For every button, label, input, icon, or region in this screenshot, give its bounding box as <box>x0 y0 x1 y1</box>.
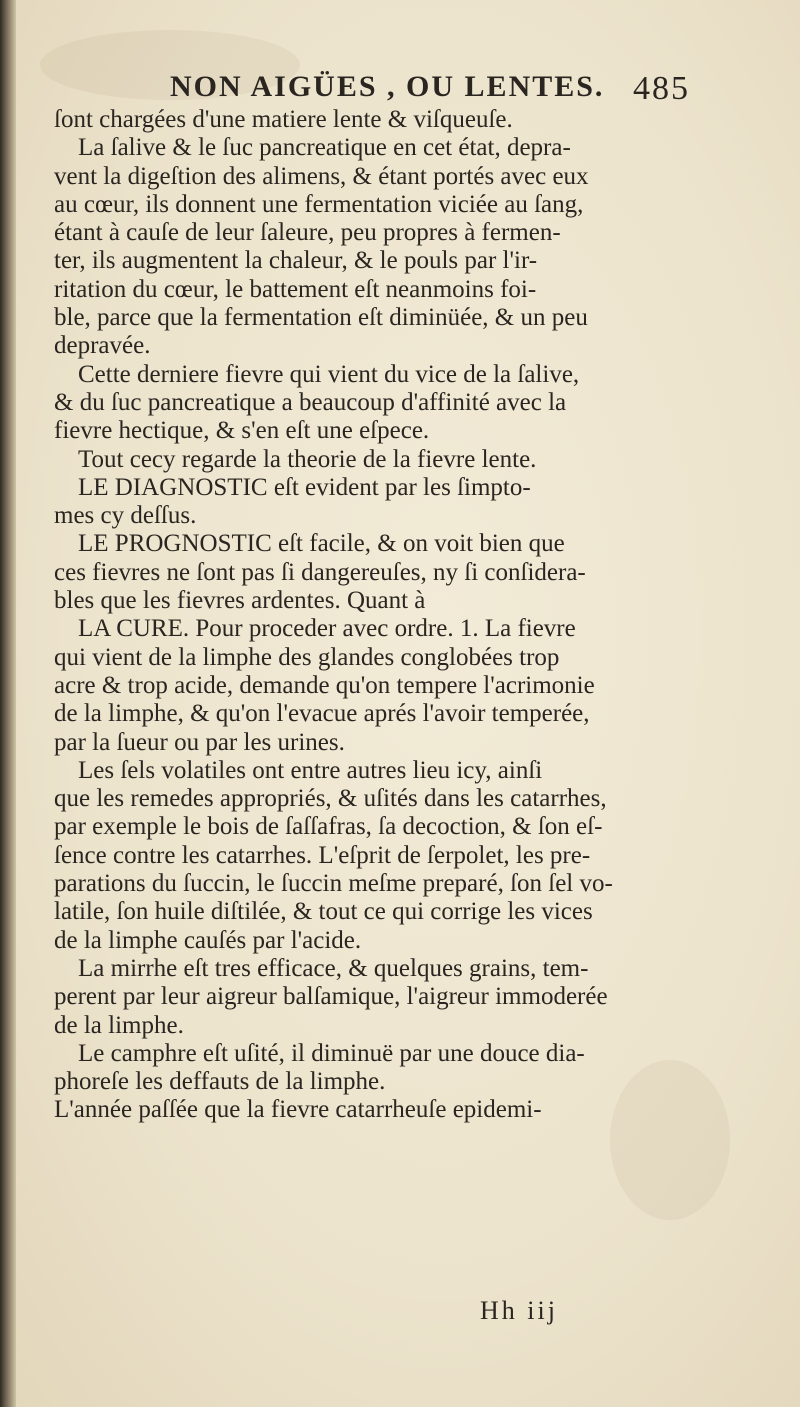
text-line: Les ſels volatiles ont entre autres lieu icy, ainſi <box>78 756 543 784</box>
text-line: ble, parce que la fermentation eſt diminüée, & un peu <box>54 304 588 332</box>
signature-mark: Hh iij <box>480 1296 558 1325</box>
text-line: au cœur, ils donnent une fermentation viciée au ſang, <box>54 190 584 218</box>
text-line: de la limphe cauſés par l'acide. <box>54 926 362 954</box>
text-line: Le camphre eſt uſité, il diminuë par une douce dia- <box>78 1039 585 1067</box>
text-line: de la limphe. <box>54 1011 184 1039</box>
text-line: vent la digeſtion des alimens, & étant portés avec eux <box>54 162 589 190</box>
text-line: Cette derniere fievre qui vient du vice de la ſalive, <box>78 360 580 388</box>
text-line: par la ſueur ou par les urines. <box>54 728 345 756</box>
body-text <box>54 106 704 1125</box>
text-line: ces fievres ne ſont pas ſi dangereuſes, ny ſi conſidera- <box>54 558 586 586</box>
text-line: latile, ſon huile diſtilée, & tout ce qui corrige les vices <box>54 898 593 926</box>
running-title: NON AIGÜES , OU LENTES. <box>170 70 605 103</box>
page-number: 485 <box>633 70 690 107</box>
text-line: ritation du cœur, le battement eſt neanmoins foi- <box>54 275 537 303</box>
text-line: La mirrhe eſt tres efficace, & quelques grains, tem- <box>78 954 589 982</box>
text-line: phoreſe les deffauts de la limphe. <box>54 1068 386 1096</box>
text-line: bles que les fievres ardentes. Quant à <box>54 587 426 615</box>
text-line: ſont chargées d'une matiere lente & viſqueuſe. <box>54 106 513 133</box>
text-line: mes cy deſſus. <box>54 502 197 530</box>
text-line: parations du ſuccin, le ſuccin meſme preparé, ſon ſel vo- <box>54 870 613 898</box>
text-line: & du ſuc pancreatique a beaucoup d'affinité avec la <box>54 388 567 416</box>
text-line: par exemple le bois de ſaſſafras, ſa decoction, & ſon eſ- <box>54 813 603 841</box>
text-line: L'année paſſée que la fievre catarrheuſe epidemi- <box>54 1096 542 1124</box>
text-line: de la limphe, & qu'on l'evacue aprés l'avoir temperée, <box>54 700 590 728</box>
text-line: acre & trop acide, demande qu'on tempere l'acrimonie <box>54 671 595 699</box>
text-line: ter, ils augmentent la chaleur, & le pouls par l'ir- <box>54 247 538 275</box>
text-line: Tout cecy regarde la theorie de la fievre lente. <box>78 445 537 473</box>
text-line: depravée. <box>54 332 151 360</box>
text-line: perent par leur aigreur balſamique, l'aigreur immoderée <box>54 983 608 1011</box>
text-line: fievre hectique, & s'en eſt une eſpece. <box>54 417 430 445</box>
text-line: LE DIAGNOSTIC eſt evident par les ſimpto- <box>78 473 531 501</box>
text-line: qui vient de la limphe des glandes conglobées trop <box>54 643 560 671</box>
binding-gutter <box>0 0 16 1407</box>
running-head <box>170 70 690 106</box>
text-line: ſence contre les catarrhes. L'eſprit de ſerpolet, les pre- <box>54 841 591 869</box>
text-line: LE PROGNOSTIC eſt facile, & on voit bien que <box>78 530 565 558</box>
text-line: étant à cauſe de leur ſaleure, peu propres à fermen- <box>54 219 561 247</box>
text-line: LA CURE. Pour proceder avec ordre. 1. La fievre <box>78 615 576 643</box>
text-line: La ſalive & le ſuc pancreatique en cet état, depra- <box>78 134 571 162</box>
text-line: que les remedes appropriés, & uſités dans les catarrhes, <box>54 785 607 813</box>
